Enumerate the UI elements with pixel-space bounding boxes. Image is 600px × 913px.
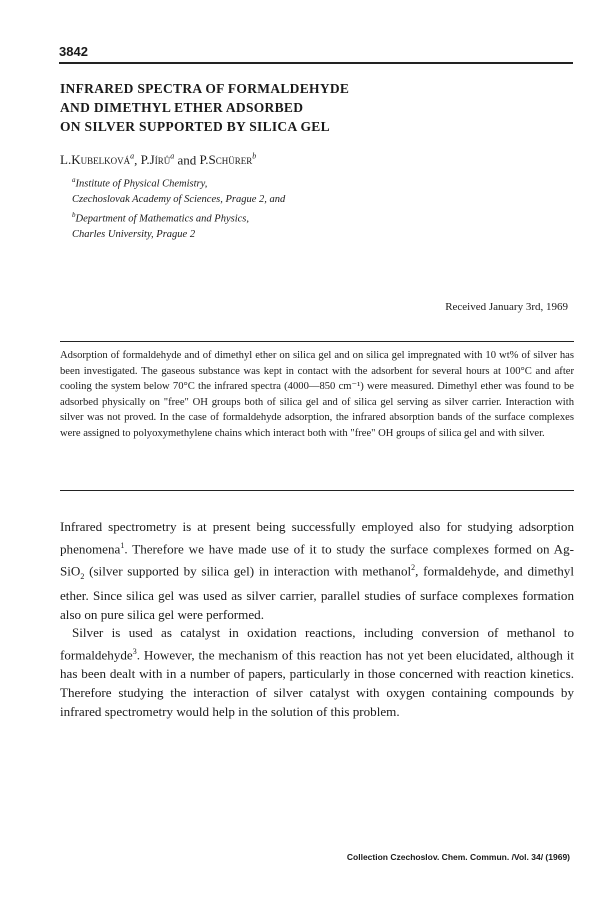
author: P.Schürer$^b$	[199, 152, 257, 168]
affiliation-b: $^b$Department of Mathematics and Physics,	[72, 210, 250, 224]
ref-2: 2	[411, 562, 416, 572]
body-text	[60, 518, 574, 722]
abstract-top-rule	[60, 341, 574, 342]
abstract: Adsorption of formaldehyde and of dimethyl ether on silica gel and on silica gel impregnated with 10 wt% of silver has been investigated. The gaseous substance was kept in contact with the adsorbent for several hours at 100°C and after cooling the system below 70°C the infrared spectra (4000—850 cm⁻¹) were measured. Dimethyl ether was found to be adsorbed physically on "free" OH groups both of silica gel and of silica gel serving as silver carrier. Interaction with silver was not proved. In the case of formaldehyde adsorption, the infrared absorption bands of the surface complexes were assigned to polyoxymethylene chains which interact both with "free" OH groups of silica gel and with silver.	[60, 350, 574, 439]
header-rule	[59, 62, 573, 64]
affiliation-b-line2: Charles University, Prague 2	[72, 228, 196, 240]
ref-1: 1	[120, 540, 125, 550]
title-line: ON SILVER SUPPORTED BY SILICA GEL	[60, 119, 330, 134]
abstract-bottom-rule	[60, 490, 574, 491]
author: P.Jírů$^a$	[140, 152, 175, 168]
paragraph: Infrared spectrometry is at present being successfully employed also for studying adsorption phenomena$^1$. Therefore we have made use of it to study the surface complexes formed on Ag-SiO$_2$ (silver supported by silica gel) in interaction with methanol$^2$, formaldehyde, and dimethyl ether. Since silica gel was used as silver carrier, parallel studies of surface complexes formation also on pure silica gel were performed.	[60, 519, 574, 622]
paragraph: Silver is used as catalyst in oxidation reactions, including conversion of methanol to formaldehyde$^3$. However, the mechanism of this reaction has not yet been elucidated, although it has been dealt with in a number of papers, particularly in those concerned with reaction kinetics. Therefore studying the interaction of silver catalyst with oxygen containing compounds by infrared spectrometry would help in the solution of this problem.	[60, 625, 574, 719]
affiliation-a: $^a$Institute of Physical Chemistry,	[72, 176, 208, 190]
title-line: INFRARED SPECTRA OF FORMALDEHYDE	[60, 81, 350, 96]
affiliation-a-line2: Czechoslovak Academy of Sciences, Prague 2, and	[72, 194, 286, 205]
received-date: Received January 3rd, 1969	[445, 301, 568, 313]
ref-3: 3	[132, 647, 137, 657]
author-list: L.Kubelková$^a$, P.Jírů$^a$ and P.Schürer$^b$	[60, 152, 257, 168]
author: L.Kubelková$^a$	[60, 152, 135, 168]
affiliations	[72, 173, 285, 242]
page-number: 3842	[59, 44, 88, 59]
article-title	[60, 79, 500, 136]
title-line: AND DIMETHYL ETHER ADSORBED	[60, 100, 304, 115]
journal-footer: Collection Czechoslov. Chem. Commun. /Vol. 34/ (1969)	[346, 852, 570, 862]
